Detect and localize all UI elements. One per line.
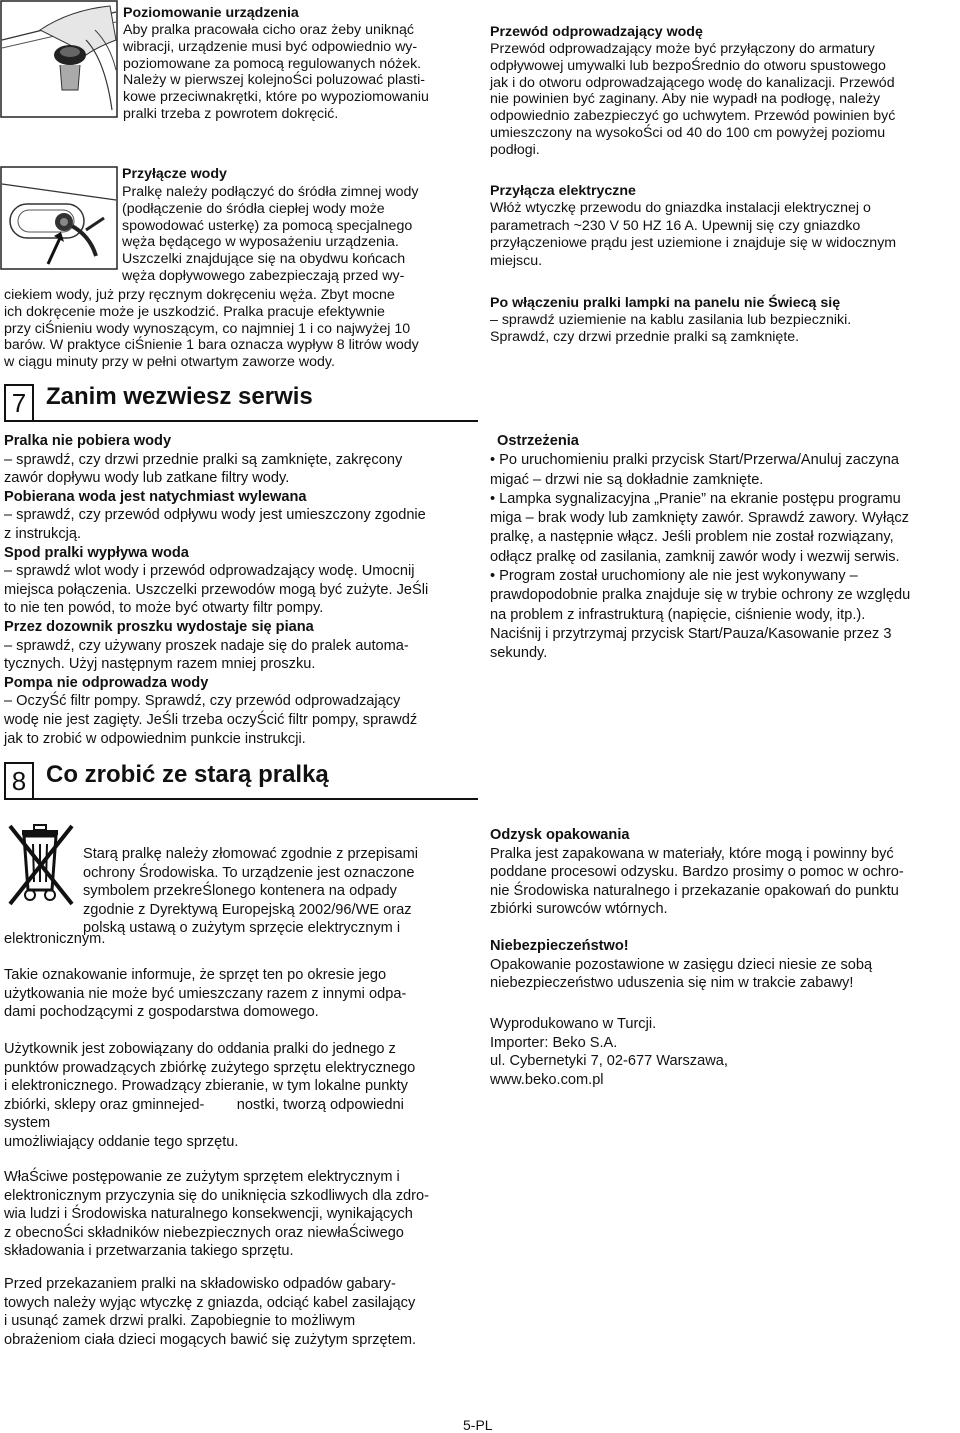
- text-line: Takie oznakowanie informuje, że sprzęt ten po okresie jego: [4, 967, 387, 983]
- troubleshoot-title: Pompa nie odprowadza wody: [4, 674, 209, 691]
- packaging-title: Odzysk opakowania: [490, 827, 630, 843]
- lamps-text: [490, 312, 955, 346]
- text-line: polską ustawą o zużytym sprzęcie elektrycznym i: [83, 920, 401, 937]
- text-line: – OczyŚć filtr pompy. Sprawdź, czy przewód odprowadzający: [4, 693, 401, 710]
- user-obligation-paragraph: [4, 1040, 474, 1152]
- section-8-number: 8: [4, 762, 34, 800]
- text-line: w ciągu minuty przy w pełni otwartym zaworze wody.: [4, 354, 335, 371]
- text-line: przyłączeniowe prądu jest uziemione i znajduje się w widocznym: [490, 235, 897, 251]
- text-line: odpowiednio zabezpieczyć go uchwytem. Przewód powinien być: [490, 108, 896, 125]
- warning-line: migać – drzwi nie są dokładnie zamknięte.: [490, 471, 764, 488]
- warning-line: prawdopodobnie pralka znajduje się w trybie ochrony ze względu: [490, 587, 911, 604]
- leveling-text: [123, 22, 483, 123]
- text-line: Opakowanie pozostawione w zasięgu dzieci niesie ze sobą: [490, 956, 873, 973]
- text-line: zbiórki, sklepy oraz gminnejed- nostki, tworzą odpowiedni: [4, 1096, 404, 1113]
- text-line: tycznych. Użyj następnym razem mniej proszku.: [4, 656, 316, 673]
- text-line: miejscu.: [490, 252, 543, 269]
- text-line: system: [4, 1115, 51, 1132]
- text-line: Importer: Beko S.A.: [490, 1034, 618, 1051]
- text-line: kowe przeciwnakrętki, które po wypoziomowaniu: [123, 89, 429, 106]
- drain-hose-section: [490, 24, 955, 159]
- text-line: pralki trzeba z powrotem dokręcić.: [123, 105, 339, 122]
- section-8-title: Co zrobić ze starą pralką: [46, 761, 329, 788]
- text-line: Przed przekazaniem pralki na składowisko odpadów gabary-: [4, 1276, 396, 1292]
- text-line: Należy w pierwszej kolejnoŚci poluzować plasti-: [123, 72, 426, 89]
- lamps-title: Po włączeniu pralki lampki na panelu nie Świecą się: [490, 295, 841, 311]
- text-line: niebezpieczeństwo uduszenia się nim w trakcie zabawy!: [490, 975, 854, 992]
- water-connection-section: [122, 166, 482, 285]
- proper-handling-paragraph: [4, 1168, 474, 1261]
- text-line: i elektronicznego. Prowadzący zbieranie, w tym lokalne punkty: [4, 1078, 408, 1095]
- weee-text-cont: [4, 930, 474, 949]
- section-7-number: 7: [4, 384, 34, 422]
- water-connection-text-cont: [4, 287, 479, 371]
- text-line: elektronicznym.: [4, 931, 106, 947]
- text-line: wodę nie jest zagięty. JeŚli trzeba oczyŚcić filtr pompy, sprawdź: [4, 711, 418, 728]
- leveling-illustration: [0, 0, 118, 118]
- text-line: poziomowane za pomocą regulowanych nóżek.: [123, 55, 422, 72]
- text-line: WłaŚciwe postępowanie ze zużytym sprzętem elektrycznym i: [4, 1169, 400, 1185]
- text-line: podłogi.: [490, 141, 540, 158]
- troubleshoot-title: Pobierana woda jest natychmiast wylewana: [4, 488, 307, 505]
- text-line: Uszczelki znajdujące się na obydwu końcach: [122, 251, 406, 268]
- text-line: odpływowej umywalki lub bezpoŚrednio do otworu spustowego: [490, 57, 886, 74]
- text-line: z instrukcją.: [4, 525, 82, 542]
- text-line: elektronicznym przyczynia się do uniknięcia szkodliwych dla zdro-: [4, 1187, 430, 1204]
- section-7-title: Zanim wezwiesz serwis: [46, 383, 313, 410]
- text-line: jak i do otworu odprowadzającego wodę do kanalizacji. Przewód: [490, 74, 895, 91]
- text-line: to nie ten powód, to może być otwarty filtr pompy.: [4, 600, 324, 617]
- weee-crossed-bin-icon: [6, 822, 76, 908]
- text-line: – sprawdź, czy używany proszek nadaje się do pralek automa-: [4, 637, 409, 654]
- warnings-title: Ostrzeżenia: [497, 433, 579, 449]
- text-line: Wyprodukowano w Turcji.: [490, 1016, 657, 1032]
- text-line: i usunąć zamek drzwi pralki. Zapobiegnie to możliwym: [4, 1313, 356, 1330]
- drain-hose-title: Przewód odprowadzający wodę: [490, 24, 703, 40]
- page-number: 5-PL: [463, 1417, 493, 1433]
- text-line: towych należy wyjąc wtyczkę z gniazda, odciąć kabel zasilający: [4, 1294, 416, 1311]
- text-line: Pralka jest zapakowana w materiały, które mogą i powinny być: [490, 845, 894, 862]
- disposal-prep-paragraph: [4, 1275, 474, 1349]
- text-line: Starą pralkę należy złomować zgodnie z przepisami: [83, 846, 419, 862]
- text-line: wibracji, urządzenie musi być odpowiednio wy-: [123, 38, 418, 55]
- weee-text: [83, 845, 483, 938]
- text-line: zawór dopływu wody lub zatkane filtry wody.: [4, 470, 290, 487]
- water-inlet-image: [0, 166, 118, 270]
- text-line: – sprawdź uziemienie na kablu zasilania lub bezpieczniki.: [490, 312, 852, 328]
- text-line: www.beko.com.pl: [490, 1071, 604, 1088]
- text-line: symbolem przekreŚlonego kontenera na odpady: [83, 883, 397, 900]
- text-line: barów. W praktyce ciŚnienie 1 bara oznacza wypływ 8 litrów wody: [4, 337, 419, 354]
- manufacturer-info: [490, 1015, 955, 1089]
- text-line: miejsca połączenia. Uszczelki przewodów mogą być zużyte. JeŚli: [4, 581, 429, 598]
- water-connection-title: Przyłącze wody: [122, 166, 227, 182]
- text-line: obrażeniom ciała dzieci mogących bawić się zużytym sprzętem.: [4, 1331, 417, 1348]
- text-line: ul. Cybernetyki 7, 02-677 Warszawa,: [490, 1053, 728, 1070]
- section-7-rule: [4, 420, 478, 422]
- drain-hose-text: [490, 41, 955, 159]
- text-line: węża dopływowego zabezpieczają przed wy-: [122, 267, 405, 284]
- text-line: przy ciŚnieniu wody wynoszącym, co najmniej 1 i co najwyżej 10: [4, 320, 411, 337]
- text-line: użytkowania nie może być umieszczany razem z innymi odpa-: [4, 985, 407, 1002]
- troubleshoot-title: Przez dozownik proszku wydostaje się piana: [4, 618, 314, 635]
- text-line: składowania i przetwarzania takiego sprzętu.: [4, 1243, 294, 1260]
- text-line: nie Środowiska naturalnego i przekazanie opakowań do punktu: [490, 882, 899, 899]
- danger-title: Niebezpieczeństwo!: [490, 938, 629, 954]
- warning-line: • Po uruchomieniu pralki przycisk Start/Przerwa/Anuluj zaczyna: [490, 452, 900, 469]
- text-line: punktów prowadzących zbiórkę zużytego sprzętu elektrycznego: [4, 1059, 416, 1076]
- text-line: (podłączenie do śródła ciepłej wody może: [122, 200, 385, 217]
- text-line: ich dokręcenie może je uszkodzić. Pralka pracuje efektywnie: [4, 303, 385, 320]
- text-line: jak to zrobić w odpowiednim punkcie instrukcji.: [4, 730, 306, 747]
- text-line: węża będącego w wyposażeniu urządzenia.: [122, 234, 399, 251]
- leveling-foot-image: [0, 0, 118, 118]
- electrical-text: [490, 200, 955, 270]
- water-connection-illustration: [0, 166, 118, 270]
- text-line: Użytkownik jest zobowiązany do oddania pralki do jednego z: [4, 1041, 396, 1057]
- text-line: zbiórki surowców wtórnych.: [490, 901, 668, 918]
- leveling-title: Poziomowanie urządzenia: [123, 5, 299, 21]
- text-line: Aby pralka pracowała cicho oraz żeby uniknąć: [123, 22, 414, 38]
- text-line: – sprawdź wlot wody i przewód odprowadzający wodę. Umocnij: [4, 563, 415, 580]
- text-line: Pralkę należy podłączyć do śródła zimnej wody: [122, 184, 419, 200]
- danger-section: [490, 937, 955, 993]
- warning-line: odłącz pralkę od zasilania, zamknij zawór wody i wezwij serwis.: [490, 548, 900, 565]
- section-8-rule: [4, 798, 478, 800]
- electrical-title: Przyłącza elektryczne: [490, 183, 636, 199]
- warnings-section: [490, 432, 955, 664]
- text-line: – sprawdź, czy przewód odpływu wody jest umieszczony zgodnie: [4, 507, 426, 524]
- text-line: ciekiem wody, już przy ręcznym dokręceniu węża. Zbyt mocne: [4, 287, 395, 303]
- text-line: z obecnoŚci składników niebezpiecznych oraz niewłaŚciwego: [4, 1224, 404, 1241]
- text-line: zgodnie z Dyrektywą Europejską 2002/96/WE oraz: [83, 901, 412, 918]
- lamps-section: [490, 295, 955, 346]
- text-line: wia ludzi i Środowiska naturalnego konsekwencji, wynikających: [4, 1206, 413, 1223]
- warning-line: • Program został uruchomiony ale nie jest wykonywany –: [490, 568, 858, 585]
- warning-line: • Lampka sygnalizacyjna „Pranie” na ekranie postępu programu: [490, 490, 901, 507]
- text-line: ochrony Środowiska. To urządzenie jest oznaczone: [83, 864, 415, 881]
- text-line: dami pochodzącymi z gospodarstwa domowego.: [4, 1004, 319, 1021]
- leveling-section: [123, 5, 483, 123]
- warning-line: na problem z infrastrukturą (napięcie, ciśnienie wody, itp.).: [490, 606, 866, 623]
- warning-line: Naciśnij i przytrzymaj przycisk Start/Pauza/Kasowanie przez 3: [490, 625, 892, 642]
- electrical-section: [490, 183, 955, 270]
- text-line: Włóż wtyczkę przewodu do gniazdka instalacji elektrycznej o: [490, 200, 871, 216]
- warning-line: miga – brak wody lub zamknięty zawór. Sprawdź zawory. Wyłącz: [490, 510, 909, 527]
- text-line: parametrach ~230 V 50 HZ 16 A. Upewnij się czy gniazdko: [490, 217, 861, 234]
- troubleshoot-title: Spod pralki wypływa woda: [4, 544, 189, 561]
- text-line: umożliwiający oddanie tego sprzętu.: [4, 1133, 239, 1150]
- packaging-section: [490, 826, 955, 919]
- warning-line: pralkę, a następnie włącz. Jeśli problem nie został rozwiązany,: [490, 529, 894, 546]
- text-line: spowodować usterkę) za pomocą specjalnego: [122, 217, 413, 234]
- text-line: Przewód odprowadzający może być przyłączony do armatury: [490, 41, 875, 57]
- troubleshoot-title: Pralka nie pobiera wody: [4, 433, 172, 449]
- text-line: poddane procesowi odzysku. Bardzo prosimy o pomoc w ochro-: [490, 864, 904, 881]
- text-line: nie powinien być zaginany. Aby nie wypadł na podłogę, należy: [490, 91, 881, 108]
- text-line: umieszczony na wysokoŚci od 40 do 100 cm powyżej poziomu: [490, 124, 886, 141]
- warning-line: sekundy.: [490, 645, 548, 662]
- troubleshooting-list: [4, 432, 482, 748]
- text-line: – sprawdź, czy drzwi przednie pralki są zamknięte, zakręcony: [4, 451, 403, 468]
- weee-bin-symbol: [6, 822, 76, 908]
- text-line: Sprawdź, czy drzwi przednie pralki są zamknięte.: [490, 328, 800, 345]
- water-connection-text: [122, 184, 482, 285]
- labeling-paragraph: [4, 966, 474, 1022]
